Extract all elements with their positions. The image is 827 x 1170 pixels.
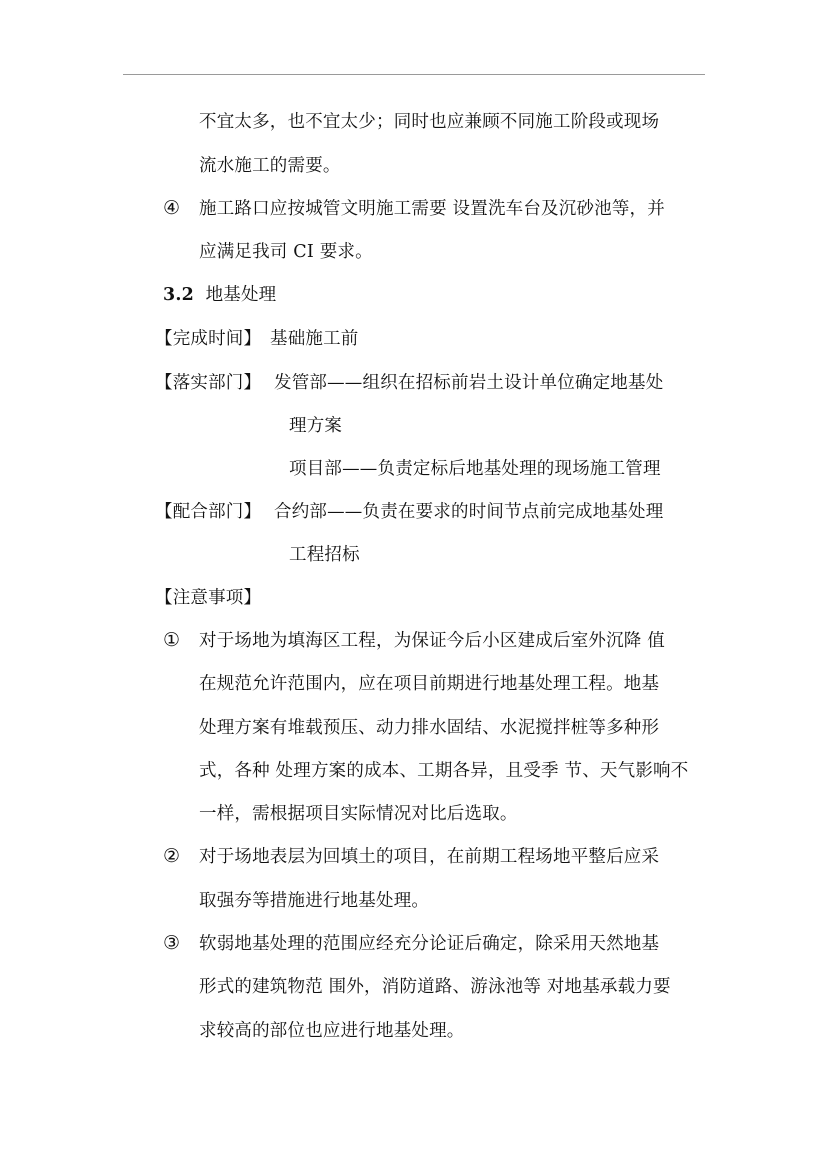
note-3-marker: ③ <box>163 932 181 954</box>
note-2-marker: ② <box>163 845 181 867</box>
section-title: 地基处理 <box>205 285 277 305</box>
note-2-line-2: 取强夯等措施进行地基处理。 <box>199 891 430 911</box>
note-1-line-3: 处理方案有堆载预压、动力排水固结、水泥搅拌桩等多种形 <box>199 718 660 738</box>
note-3-line-3: 求较高的部位也应进行地基处理。 <box>199 1021 465 1041</box>
cooperate-line-2: 工程招标 <box>289 545 360 565</box>
item-4-line-1: 施工路口应按城管文明施工需要 设置洗车台及沉砂池等，并 <box>199 199 665 219</box>
note-1-line-1: 对于场地为填海区工程，为保证今后小区建成后室外沉降 值 <box>199 631 665 651</box>
cooperate-label: 【配合部门】 <box>155 502 262 522</box>
item-4-line-2: 应满足我司 CI 要求。 <box>199 242 373 262</box>
note-1-line-4: 式，各种 处理方案的成本、工期各异，且受季 节、天气影响不 <box>199 761 689 781</box>
intro-line-1: 不宜太多，也不宜太少；同时也应兼顾不同施工阶段或现场 <box>199 112 660 132</box>
intro-line-2: 流水施工的需要。 <box>199 156 341 176</box>
note-1-marker: ① <box>163 629 181 651</box>
note-3-line-1: 软弱地基处理的范围应经充分论证后确定，除采用天然地基 <box>199 934 660 954</box>
implement-line-2: 理方案 <box>289 416 343 436</box>
implement-line-3: 项目部——负责定标后地基处理的现场施工管理 <box>289 459 661 479</box>
cooperate-line-1: 合约部——负责在要求的时间节点前完成地基处理 <box>274 502 664 522</box>
section-number: 3.2 <box>163 285 195 305</box>
note-1-line-2: 在规范允许范围内，应在项目前期进行地基处理工程。地基 <box>199 674 660 694</box>
header-rule <box>123 74 705 75</box>
section-heading <box>163 284 276 306</box>
implement-label: 【落实部门】 <box>155 373 262 393</box>
note-1-line-5: 一样，需根据项目实际情况对比后选取。 <box>199 804 518 824</box>
note-2-line-1: 对于场地表层为回填土的项目，在前期工程场地平整后应采 <box>199 847 660 867</box>
item-4-marker: ④ <box>163 197 181 219</box>
completion-label: 【完成时间】 <box>155 329 262 349</box>
implement-line-1: 发管部——组织在招标前岩土设计单位确定地基处 <box>274 373 664 393</box>
completion-value: 基础施工前 <box>270 329 359 349</box>
note-3-line-2: 形式的建筑物范 围外，消防道路、游泳池等 对地基承载力要 <box>199 977 671 997</box>
notes-label: 【注意事项】 <box>155 588 262 608</box>
